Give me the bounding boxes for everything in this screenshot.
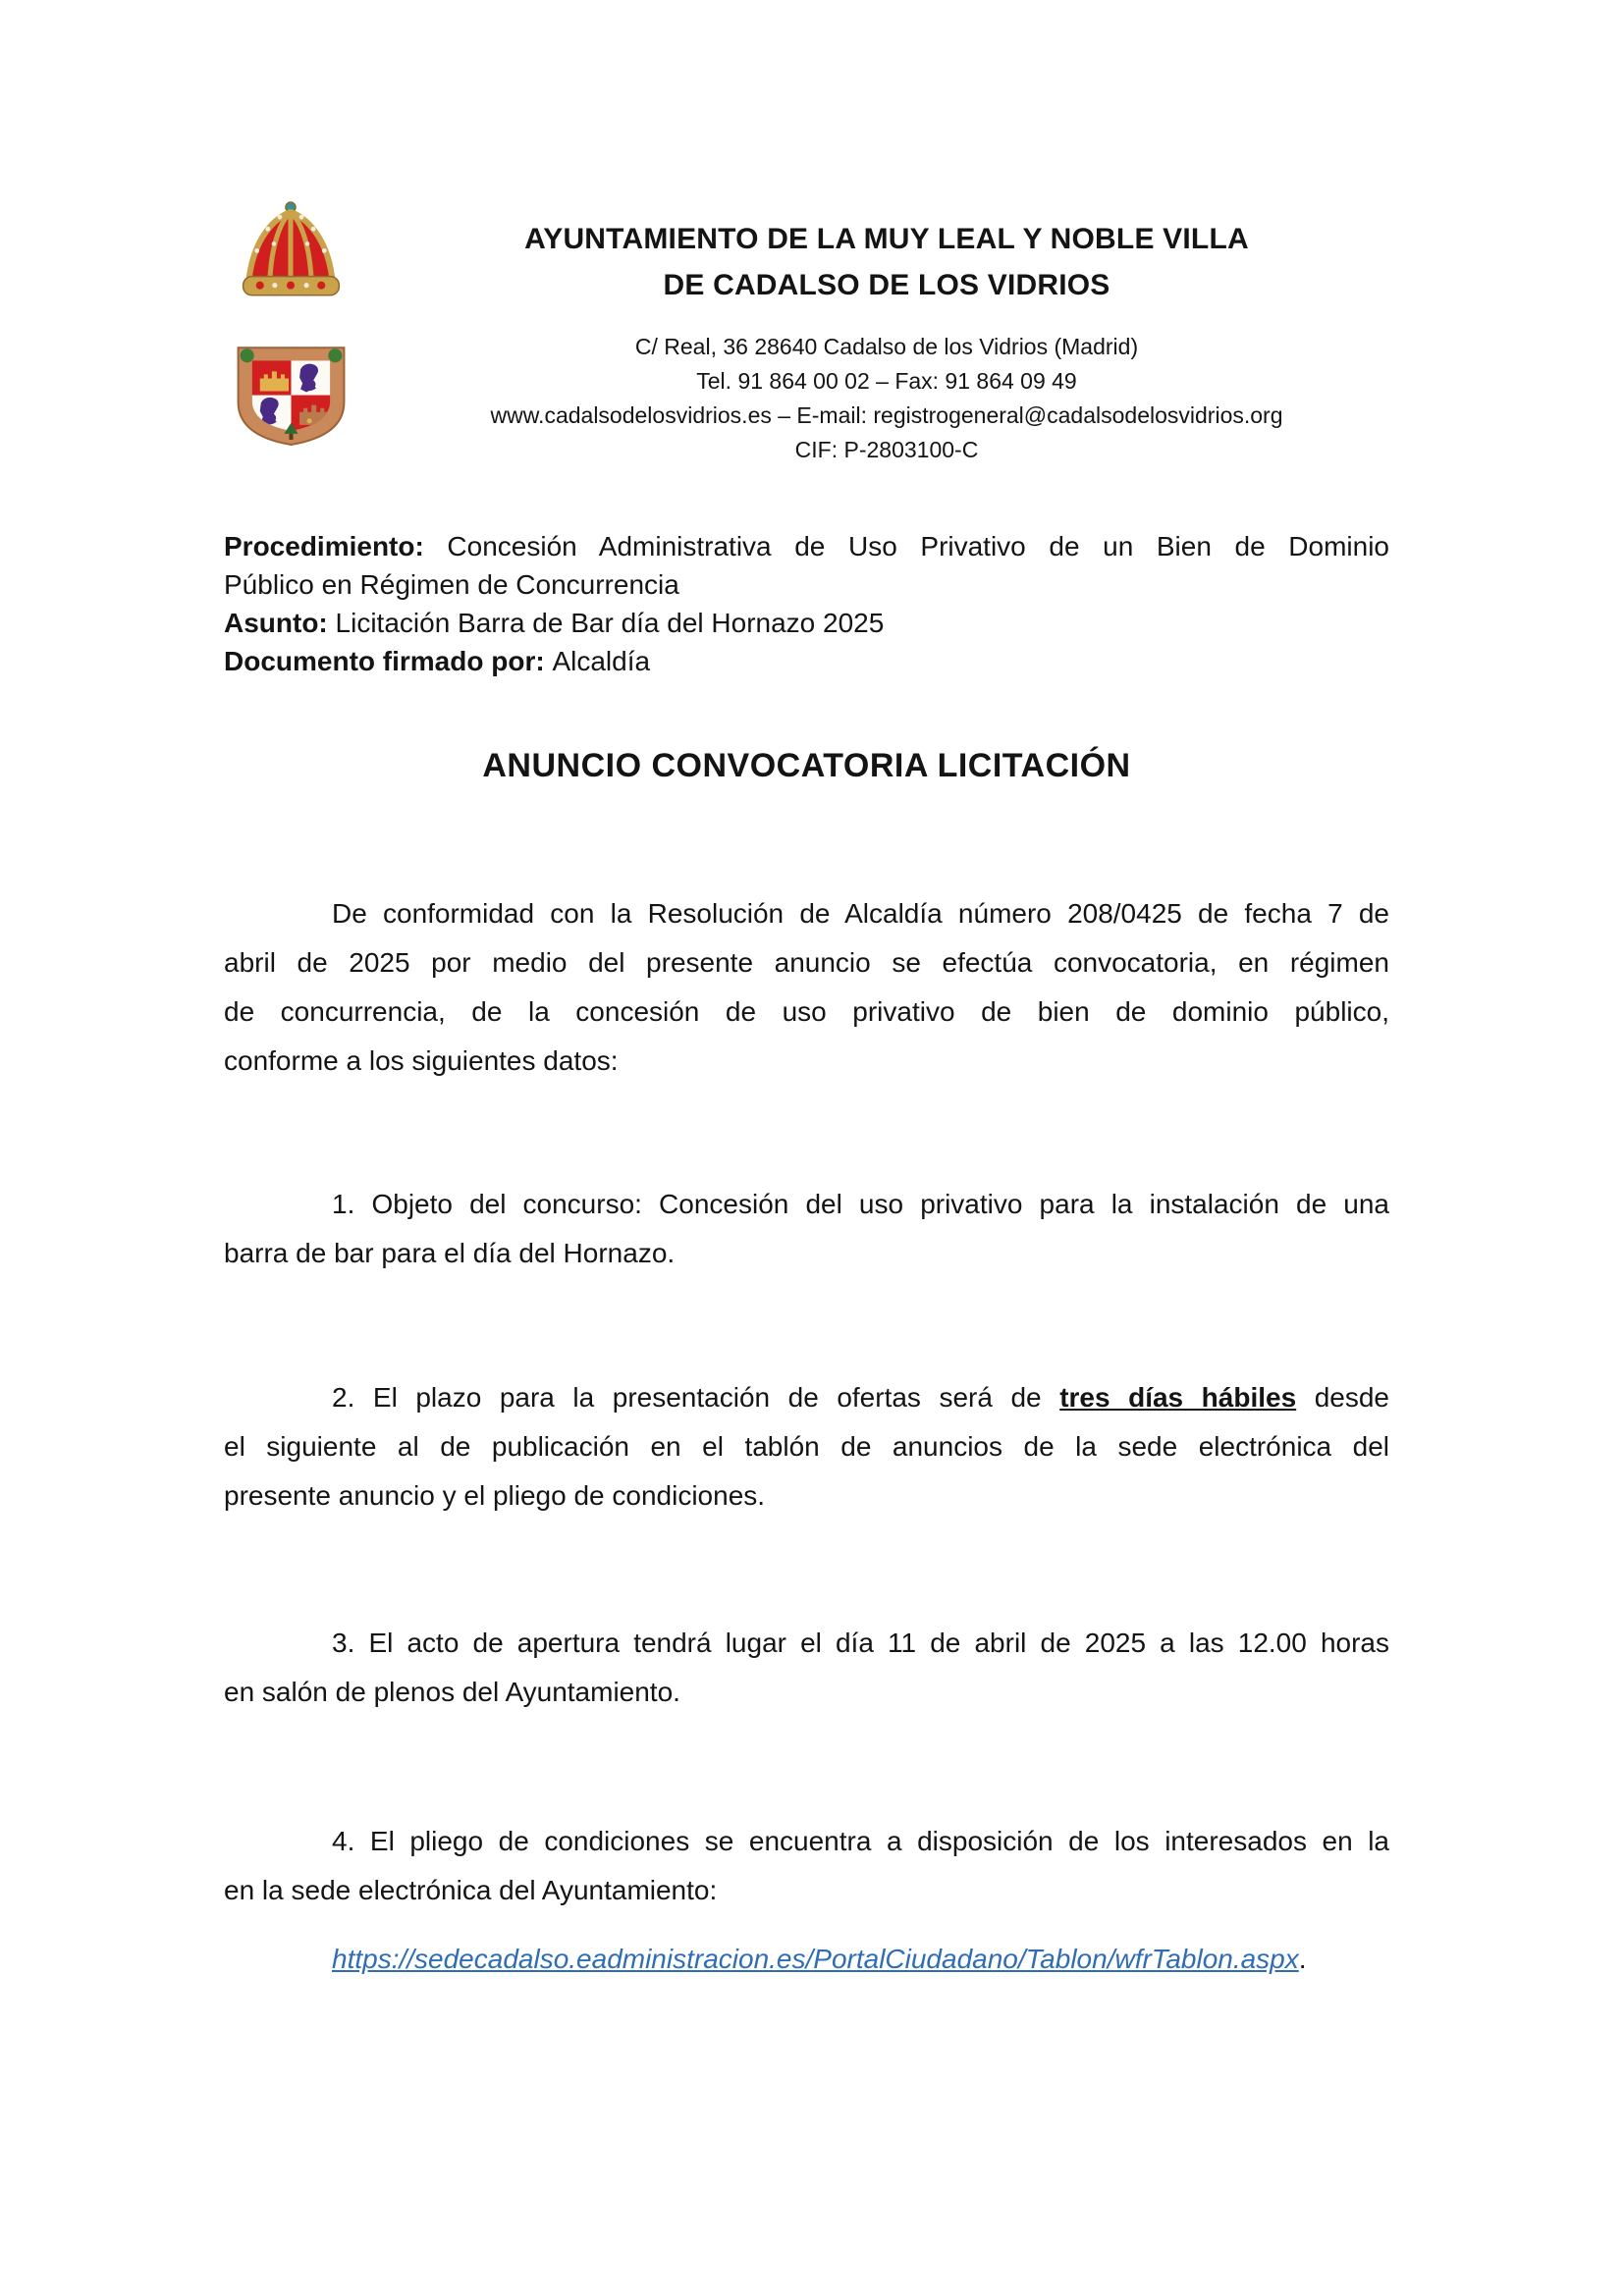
text-segment: el siguiente al de publicación en el tablón de anuncios de la sede electrónica del bbox=[224, 1431, 1389, 1462]
text-line bbox=[224, 1422, 1389, 1471]
text-segment: 3. El acto de apertura tendrá lugar el día 11 de abril de 2025 a las 12.00 horas bbox=[332, 1628, 1389, 1658]
text-line bbox=[224, 604, 1389, 642]
text-segment: . bbox=[1298, 1944, 1307, 1974]
text-segment: 2. El plazo para la presentación de ofertas será de bbox=[332, 1382, 1060, 1413]
text-segment: tres días hábiles bbox=[1059, 1382, 1297, 1413]
item-1-paragraph bbox=[224, 1180, 1389, 1278]
text-segment: en la sede electrónica del Ayuntamiento: bbox=[224, 1875, 718, 1905]
text-line bbox=[224, 527, 1389, 565]
text-segment: Licitación Barra de Bar día del Hornazo 2025 bbox=[335, 608, 885, 638]
text-segment: 4. El pliego de condiciones se encuentra a disposición de los interesados en la bbox=[332, 1826, 1389, 1856]
text-segment: en salón de plenos del Ayuntamiento. bbox=[224, 1677, 680, 1707]
text-line bbox=[224, 1037, 1389, 1086]
text-segment: Alcaldía bbox=[552, 646, 651, 676]
text-segment: conforme a los siguientes datos: bbox=[224, 1045, 619, 1076]
text-segment: 1. Objeto del concurso: Concesión del uso privativo para la instalación de una bbox=[332, 1189, 1389, 1219]
text-line bbox=[224, 1180, 1389, 1229]
intro-paragraph bbox=[224, 889, 1389, 1086]
cif-line: CIF: P-2803100-C bbox=[794, 437, 979, 462]
text-line bbox=[224, 565, 1389, 604]
procedure-metadata bbox=[224, 527, 1389, 680]
org-name-line1: AYUNTAMIENTO DE LA MUY LEAL Y NOBLE VILLA bbox=[524, 223, 1249, 255]
text-line bbox=[224, 1817, 1389, 1866]
text-line bbox=[224, 1935, 1389, 1984]
text-line bbox=[224, 1229, 1389, 1278]
item-4-paragraph bbox=[224, 1817, 1389, 1915]
text-segment: abril de 2025 por medio del presente anuncio se efectúa convocatoria, en régimen bbox=[224, 947, 1389, 978]
portal-link[interactable]: https://sedecadalso.eadministracion.es/PortalCiudadano/Tablon/wfrTablon.aspx bbox=[332, 1944, 1299, 1974]
text-segment: Concesión Administrativa de Uso Privativo de un Bien de Dominio bbox=[447, 531, 1389, 561]
item-3-paragraph bbox=[224, 1619, 1389, 1717]
text-segment: Asunto: bbox=[224, 608, 336, 638]
text-line bbox=[224, 642, 1389, 680]
org-name-line2: DE CADALSO DE LOS VIDRIOS bbox=[663, 269, 1110, 301]
address-line: C/ Real, 36 28640 Cadalso de los Vidrios (Madrid) bbox=[634, 334, 1139, 359]
text-line bbox=[224, 1619, 1389, 1668]
text-segment: de concurrencia, de la concesión de uso privativo de bien de dominio público, bbox=[224, 996, 1389, 1027]
text-segment: desde bbox=[1296, 1382, 1390, 1413]
announcement-title: ANUNCIO CONVOCATORIA LICITACIÓN bbox=[482, 747, 1131, 784]
text-line bbox=[224, 889, 1389, 938]
text-line bbox=[224, 1471, 1389, 1521]
text-line bbox=[224, 938, 1389, 988]
text-segment: Documento firmado por: bbox=[224, 646, 553, 676]
text-segment: De conformidad con la Resolución de Alcaldía número 208/0425 de fecha 7 de bbox=[332, 898, 1389, 929]
text-segment: Público en Régimen de Concurrencia bbox=[224, 569, 679, 600]
portal-link-line bbox=[224, 1935, 1389, 1984]
contact-block bbox=[245, 330, 1528, 467]
item-2-paragraph bbox=[224, 1373, 1389, 1521]
text-line bbox=[224, 988, 1389, 1037]
text-segment: Procedimiento: bbox=[224, 531, 448, 561]
text-line bbox=[224, 1373, 1389, 1422]
text-segment: barra de bar para el día del Hornazo. bbox=[224, 1238, 676, 1268]
website-email-line: www.cadalsodelosvidrios.es – E-mail: registrogeneral@cadalsodelosvidrios.org bbox=[490, 402, 1283, 428]
text-segment: presente anuncio y el pliego de condiciones. bbox=[224, 1480, 766, 1511]
text-line bbox=[224, 1668, 1389, 1717]
text-line bbox=[224, 1866, 1389, 1915]
letterhead bbox=[245, 216, 1528, 467]
phone-fax-line: Tel. 91 864 00 02 – Fax: 91 864 09 49 bbox=[696, 368, 1077, 394]
